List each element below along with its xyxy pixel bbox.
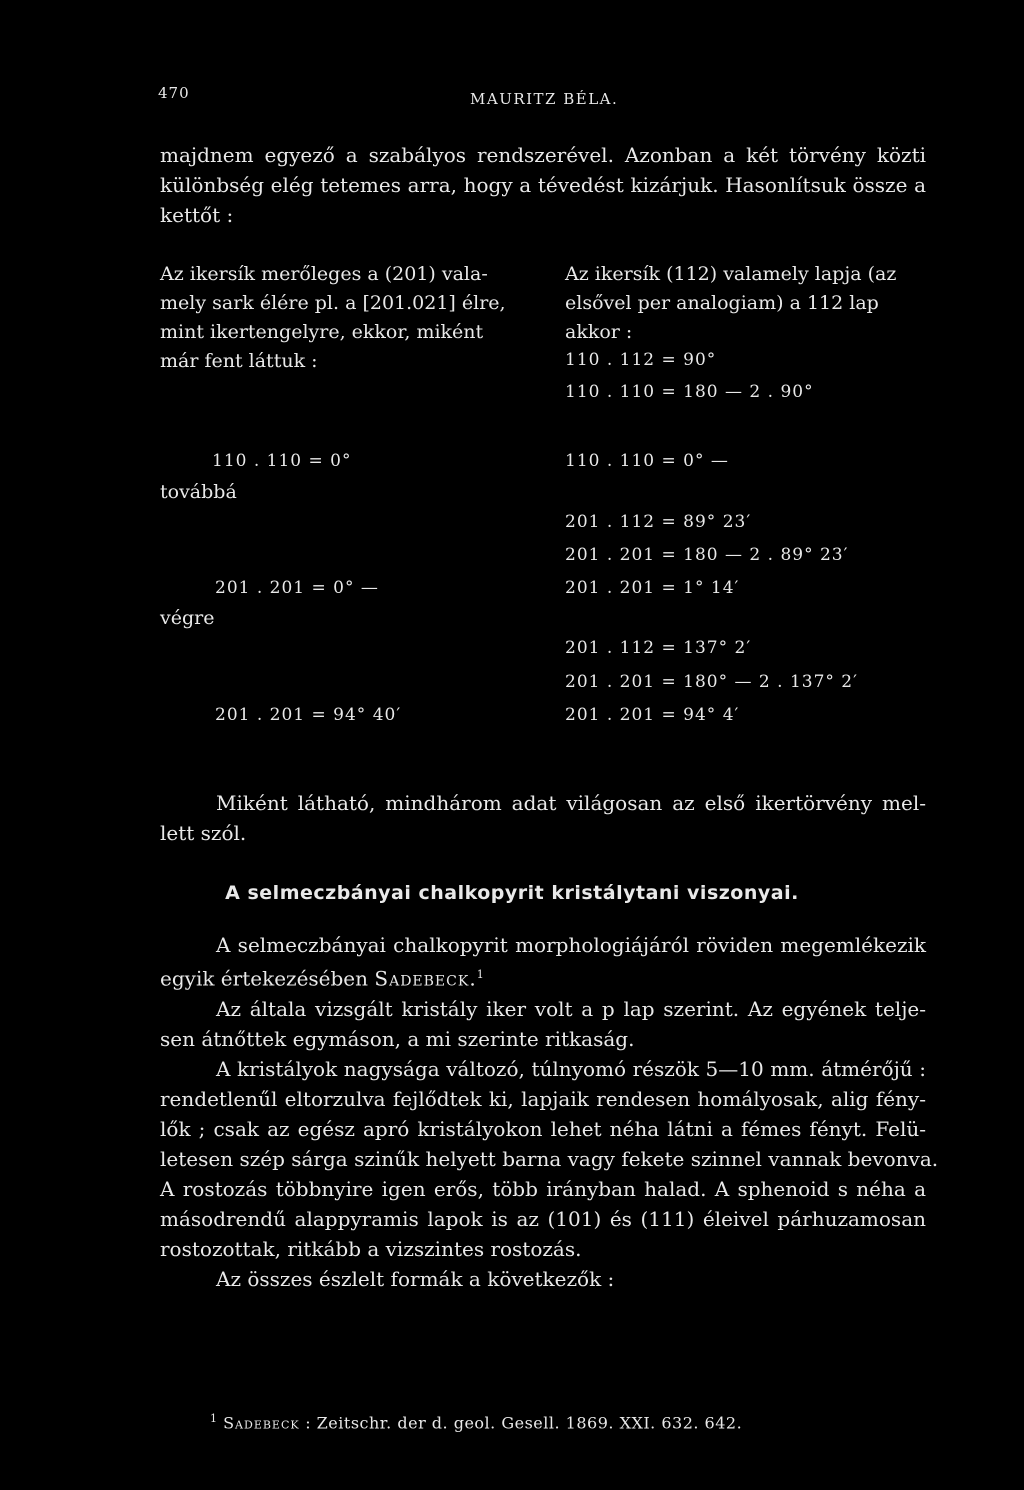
body-line: A rostozás többnyire igen erős, több irányban halad. A sphenoid s néha a	[160, 1176, 926, 1201]
right-column-line: Az ikersík (112) valamely lapja (az	[565, 263, 897, 285]
body-line: A selmeczbányai chalkopyrit morphologiájáról röviden megemlékezik	[216, 933, 926, 957]
body-line: Az összes észlelt formák a következők :	[216, 1266, 615, 1291]
intro-line: kettőt :	[160, 203, 234, 227]
intro-line: különbség elég tetemes arra, hogy a tévedést kizárjuk. Hasonlítsuk össze a	[160, 173, 926, 197]
author-name: Sadebeck.	[374, 966, 477, 991]
body-text	[160, 930, 939, 1294]
word-tovabba: továbbá	[160, 481, 237, 503]
footnote	[210, 1412, 742, 1432]
footnote-text: : Zeitschr. der d. geol. Gesell. 1869. XXI. 632. 642.	[305, 1413, 743, 1433]
right-equation: 201 . 201 = 94° 4′	[565, 705, 740, 725]
right-equation: 110 . 112 = 90°	[565, 350, 717, 370]
intro-paragraph	[160, 140, 926, 230]
right-column-line: akkor :	[565, 321, 633, 343]
body-line: A kristályok nagysága változó, túlnyomó részök 5—10 mm. átmérőjű :	[216, 1056, 926, 1081]
word-vegre: végre	[160, 607, 215, 629]
conclusion-paragraph	[160, 788, 926, 848]
page-number: 470	[158, 84, 190, 102]
conclusion-line: lett szól.	[160, 821, 247, 845]
left-equation-3: 201 . 201 = 94° 40′	[215, 705, 402, 725]
right-equation: 201 . 201 = 180 — 2 . 89° 23′	[565, 545, 849, 565]
right-equation: 110 . 110 = 180 — 2 . 90°	[565, 382, 814, 402]
body-line: rendetlenűl eltorzulva fejlődtek ki, lapjaik rendesen homályosak, alig fény-	[160, 1086, 926, 1111]
footnote-author: Sadebeck	[223, 1413, 300, 1433]
left-column-line: mely sark élére pl. a [201.021] élre,	[160, 292, 506, 314]
footnote-mark: 1	[210, 1412, 218, 1425]
body-line: másodrendű alappyramis lapok is az (101) és (111) éleivel párhuzamosan	[160, 1206, 926, 1231]
left-column-line: mint ikertengelyre, ekkor, miként	[160, 321, 484, 343]
conclusion-line: Miként látható, mindhárom adat világosan az első ikertörvény mel-	[216, 791, 926, 815]
body-line: lők ; csak az egész apró kristályokon lehet néha látni a fémes fényt. Felü-	[160, 1116, 926, 1141]
left-column-text	[160, 260, 520, 376]
intro-line: majdnem egyező a szabályos rendszerével. Azonban a két törvény közti	[160, 143, 926, 167]
left-equation-2: 201 . 201 = 0° —	[215, 578, 379, 598]
right-equation: 201 . 201 = 180° — 2 . 137° 2′	[565, 672, 858, 692]
right-column-line: elsővel per analogiam) a 112 lap	[565, 292, 879, 314]
left-equation-1: 110 . 110 = 0°	[212, 451, 352, 471]
right-equation: 201 . 112 = 137° 2′	[565, 638, 752, 658]
right-equation: 201 . 201 = 1° 14′	[565, 578, 740, 598]
body-line: Az általa vizsgált kristály iker volt a p lap szerint. Az egyének telje-	[216, 996, 926, 1021]
section-title: A selmeczbányai chalkopyrit kristálytani viszonyai.	[225, 882, 799, 904]
body-line: letesen szép sárga szinűk helyett barna vagy fekete szinnel vannak bevonva.	[160, 1146, 939, 1171]
body-line	[160, 960, 926, 994]
right-equation: 201 . 112 = 89° 23′	[565, 512, 752, 532]
left-column-line: már fent láttuk :	[160, 350, 318, 372]
body-line: rostozottak, ritkább a vizszintes rostozás.	[160, 1236, 582, 1261]
left-column-line: Az ikersík merőleges a (201) vala-	[160, 263, 488, 285]
right-column-text	[565, 260, 930, 347]
body-line: sen átnőttek egymáson, a mi szerinte ritkaság.	[160, 1026, 635, 1051]
footnote-ref: 1	[476, 968, 484, 981]
right-equation: 110 . 110 = 0° —	[565, 451, 729, 471]
running-title: MAURITZ BÉLA.	[470, 90, 619, 108]
body-fragment: egyik értekezésében	[160, 966, 375, 991]
